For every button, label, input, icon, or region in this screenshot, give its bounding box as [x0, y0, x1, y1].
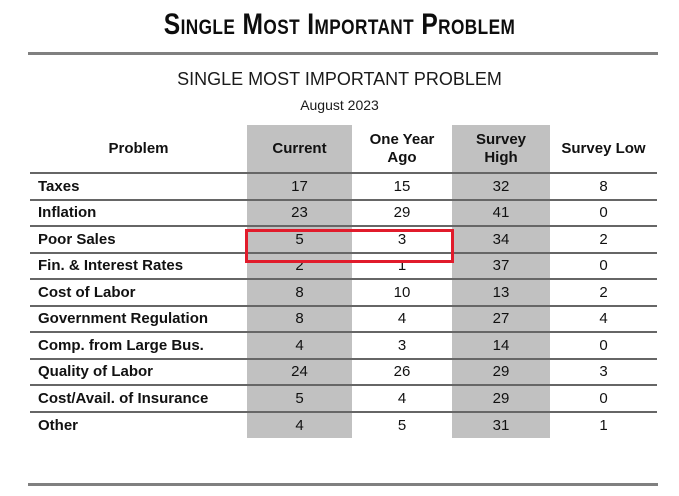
- row-label: Comp. from Large Bus.: [30, 332, 247, 359]
- table-row: [30, 279, 657, 306]
- table-row: [30, 253, 657, 280]
- row-value: 29: [352, 200, 452, 227]
- row-value: 1: [599, 416, 608, 434]
- col-header-problem: Problem: [30, 125, 247, 173]
- col-header-current: Current: [247, 125, 352, 173]
- row-value: 37: [452, 253, 550, 280]
- row-value: 27: [452, 306, 550, 333]
- table-row: [30, 173, 657, 200]
- row-value: 3: [550, 359, 657, 386]
- row-value: 5: [397, 416, 407, 434]
- row-value: 34: [452, 226, 550, 253]
- row-value: 4: [352, 385, 452, 412]
- page-title: Single Most Important Problem: [163, 8, 516, 41]
- row-label: Fin. & Interest Rates: [30, 253, 247, 280]
- row-value: 0: [550, 200, 657, 227]
- table-row: [30, 226, 657, 253]
- row-value: 2: [550, 279, 657, 306]
- row-label: Taxes: [30, 173, 247, 200]
- row-value: 2: [247, 253, 352, 280]
- table-header-row: [30, 125, 657, 173]
- row-value: 13: [452, 279, 550, 306]
- problem-table-grid: [30, 125, 657, 438]
- row-value: 14: [452, 332, 550, 359]
- row-value: 4: [550, 306, 657, 333]
- row-value: 4: [247, 332, 352, 359]
- table-row: [30, 359, 657, 386]
- row-value: 29: [452, 359, 550, 386]
- row-value: 1: [352, 253, 452, 280]
- row-value: 3: [352, 332, 452, 359]
- row-value: 17: [247, 173, 352, 200]
- col-header-survey-high: Survey High: [452, 125, 550, 173]
- table-row: [30, 385, 657, 412]
- row-value: 4: [352, 306, 452, 333]
- row-value: 4: [247, 412, 352, 439]
- row-value: 24: [247, 359, 352, 386]
- title-divider: [28, 52, 658, 55]
- row-value: 32: [452, 173, 550, 200]
- table-row: [30, 306, 657, 333]
- row-value: 31: [452, 412, 550, 439]
- row-value: 29: [452, 385, 550, 412]
- bottom-divider: [28, 483, 658, 486]
- problem-table: [30, 125, 657, 438]
- row-value: 0: [550, 385, 657, 412]
- row-label: Other: [38, 416, 79, 434]
- row-value: 2: [550, 226, 657, 253]
- row-value: 8: [247, 279, 352, 306]
- col-header-survey-low: Survey Low: [550, 125, 657, 173]
- row-value: 0: [550, 253, 657, 280]
- col-header-one-year-ago: One Year Ago: [352, 125, 452, 173]
- row-value: 3: [352, 226, 452, 253]
- row-label: Poor Sales: [30, 226, 247, 253]
- table-row: [30, 332, 657, 359]
- row-label: Cost of Labor: [30, 279, 247, 306]
- row-value: 8: [550, 173, 657, 200]
- table-row: [30, 200, 657, 227]
- row-value: 41: [452, 200, 550, 227]
- row-value: 5: [247, 226, 352, 253]
- row-label: Cost/Avail. of Insurance: [30, 385, 247, 412]
- row-label: Government Regulation: [30, 306, 247, 333]
- row-label: Quality of Labor: [30, 359, 247, 386]
- row-value: 0: [550, 332, 657, 359]
- table-title: SINGLE MOST IMPORTANT PROBLEM: [177, 69, 502, 89]
- row-value: 23: [247, 200, 352, 227]
- row-label: Inflation: [30, 200, 247, 227]
- table-row: [30, 412, 657, 439]
- row-value: 8: [247, 306, 352, 333]
- report-date: August 2023: [300, 97, 379, 113]
- row-value: 26: [352, 359, 452, 386]
- row-value: 5: [247, 385, 352, 412]
- row-value: 10: [352, 279, 452, 306]
- row-value: 15: [352, 173, 452, 200]
